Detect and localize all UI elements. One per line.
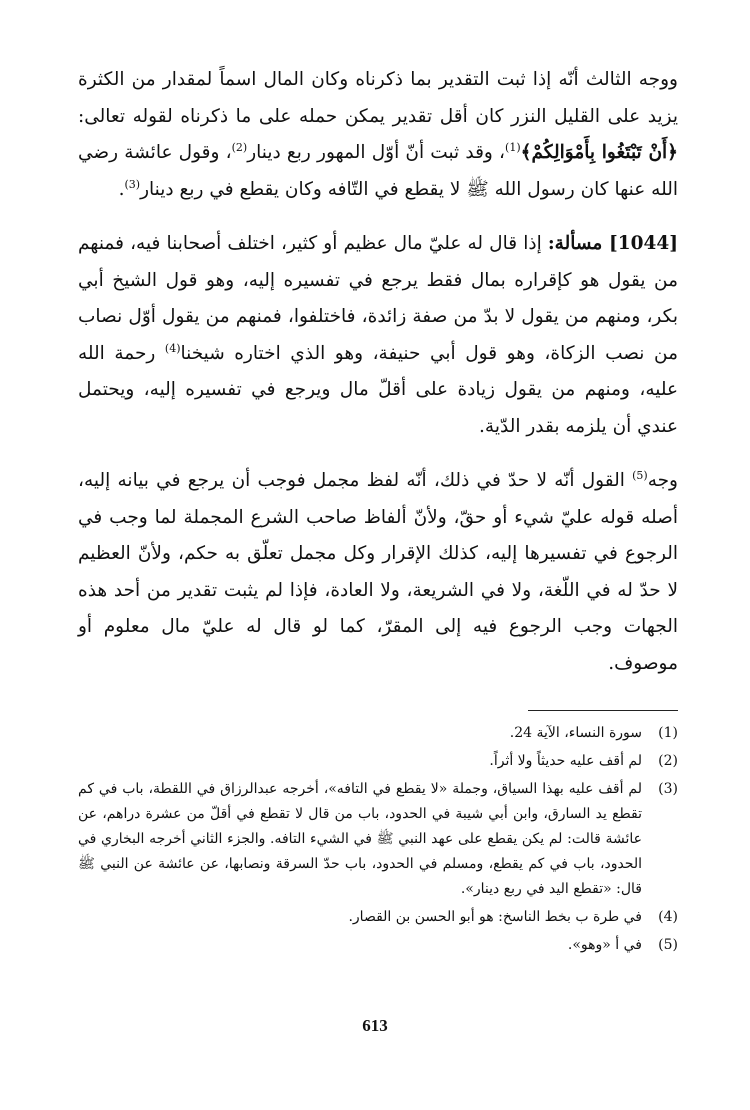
- footnote-text: لم أقف عليه حديثاً ولا أثراً.: [489, 753, 642, 769]
- footnote-ref-1[interactable]: (1): [505, 140, 521, 154]
- paragraph-2-text-a: إذا قال له عليّ مال عظيم أو كثير، اختلف أصحابنا فيه، فمنهم من يقول هو كإقراره بمال فقط يرجع في تفسيره إليه، وهو قول الشيخ أبي بكر، ومنهم من يقول لا بدّ من صفة زائدة، فاختلفوا، فمنهم من يقول أوّل نصاب من نصب الزكاة، وهو قول أبي حنيفة، وهو الذي اختاره شيخنا: [78, 233, 678, 364]
- footnote-item: [78, 777, 678, 902]
- footnote-text: سورة النساء، الآية 24.: [509, 725, 642, 741]
- paragraph-1-text-c: ، وقول عائشة رضي الله عنها كان رسول الله ﷺ لا يقطع في التّافه وكان يقطع في ربع دينار: [78, 142, 678, 200]
- footnote-ref-5[interactable]: (5): [632, 468, 648, 482]
- footnote-item: [78, 749, 678, 774]
- footnote-ref-3[interactable]: (3): [124, 177, 141, 191]
- footnote-number: (1): [658, 725, 678, 741]
- footnote-number: (5): [658, 937, 678, 953]
- paragraph-1: [78, 62, 678, 208]
- footnote-ref-2[interactable]: (2): [231, 140, 248, 154]
- footnote-number: (2): [658, 753, 678, 769]
- paragraph-2-text-b: رحمة الله عليه، ومنهم من يقول زيادة على أقلّ مال ويرجع في تفسيره إليه، ويحتمل عندي أن يلزمه بقدر الدّية.: [78, 342, 678, 437]
- footnotes-list: [78, 721, 678, 958]
- paragraph-3: [78, 463, 678, 682]
- footnote-item: [78, 721, 678, 746]
- footnote-item: [78, 933, 678, 958]
- paragraph-1-text-d: .: [118, 178, 125, 200]
- footnote-text: في طرة ب بخط الناسخ: هو أبو الحسن بن القصار.: [348, 909, 642, 925]
- footnote-text: في أ «وهو».: [567, 937, 642, 953]
- paragraph-2: [78, 226, 678, 445]
- footnote-text: لم أقف عليه بهذا السياق، وجملة «لا يقطع في التافه»، أخرجه عبدالرزاق في اللقطة، باب في كم تقطع يد السارق، وابن أبي شيبة في الحدود، باب من قال لا تقطع في أقلّ من عشرة دراهم، عن عائشة قالت: لم يكن يقطع على عهد النبي ﷺ في الشيء التافه. والجزء الثاني أخرجه البخاري في الحدود، باب في كم يقطع، ومسلم في الحدود، باب حدّ السرقة ونصابها، عن عائشة عن النبي ﷺ قال: «تقطع اليد في ربع دينار».: [78, 781, 642, 897]
- paragraph-3-text-a: وجه: [647, 470, 678, 491]
- footnote-number: (4): [658, 909, 678, 925]
- paragraph-1-text-a: ووجه الثالث أنّه إذا ثبت التقدير بما ذكرناه وكان المال اسماً لمقدار من الكثرة يزيد على القليل النزر كان أقل تقدير يمكن حمله على ما ذكرناه لقوله تعالى:: [78, 69, 678, 127]
- issue-label: [1044] مسألة:: [547, 233, 678, 254]
- page-number: 613: [362, 1016, 388, 1035]
- footnote-number: (3): [658, 781, 678, 797]
- paragraph-3-text-b: القول أنّه لا حدّ في ذلك، أنّه لفظ مجمل فوجب أن يرجع في بيانه إليه، أصله قوله عليّ شيء أو حقّ، ولأنّ ألفاظ صاحب الشرع المجملة لما وجب في الرجوع في تفسيرها إليه، كذلك الإقرار وكل مجمل تعلّق به حكم، ولأنّ العظيم لا حدّ له في اللّغة، ولا في الشريعة، ولا العادة، فإذا لم يثبت تقدير من أحد هذه الجهات وجب الرجوع فيه إلى المقرّ، كما لو قال له عليّ مال معلوم أو موصوف.: [78, 470, 678, 674]
- footnote-item: [78, 905, 678, 930]
- footnote-divider: [528, 710, 678, 711]
- page-body: [78, 62, 678, 961]
- footnote-ref-4[interactable]: (4): [164, 341, 181, 355]
- quran-verse: ﴿أَنْ تَبْتَغُوا بِأَمْوَالِكُمْ﴾: [520, 142, 679, 163]
- paragraph-1-text-b: ، وقد ثبت أنّ أوّل المهور ربع دينار: [247, 142, 506, 163]
